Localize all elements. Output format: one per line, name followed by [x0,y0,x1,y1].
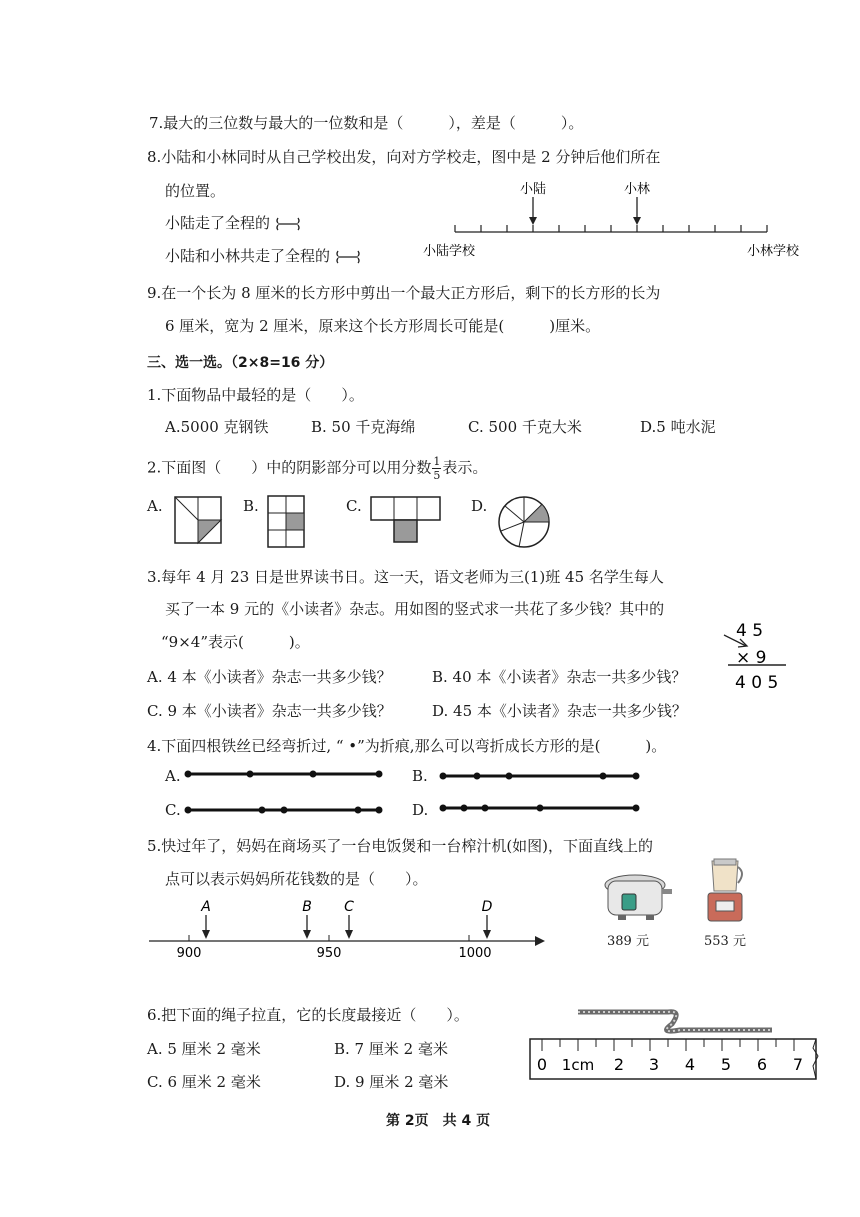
c4-label-d[interactable]: D. [412,801,429,819]
point-a-label: A [201,899,211,915]
c1-option-d[interactable]: D.5 吨水泥 [640,418,716,436]
tick-950: 950 [316,946,342,961]
ruler-1cm: 1cm [561,1056,595,1074]
c1-stem: 1.下面物品中最轻的是（ ）。 [147,386,364,404]
c3-line3: “9×4”表示( )。 [161,633,310,651]
ruler-2: 2 [613,1055,625,1074]
q9-line1: 9.在一个长为 8 厘米的长方形中剪出一个最大正方形后，剩下的长方形的长为 [147,284,661,302]
c3-line1: 3.每年 4 月 23 日是世界读书日。这一天，语文老师为三(1)班 45 名学生每人 [147,568,664,586]
c3-option-d[interactable]: D. 45 本《小读者》杂志一共多少钱？ [432,702,687,720]
c2-stem-a: 2.下面图（ ）中的阴影部分可以用分数 [147,458,432,477]
c2-stem [147,456,487,481]
c2-figure-a[interactable] [174,496,224,546]
label-lin-school: 小林学校 [747,244,800,259]
c2-label-a[interactable]: A. [147,497,163,515]
c2-stem-b: 表示。 [442,458,488,477]
c3-line2: 买了一本 9 元的《小读者》杂志。用如图的竖式求一共花了多少钱？其中的 [165,600,665,618]
q8-line1: 8.小陆和小林同时从自己学校出发，向对方学校走，图中是 2 分钟后他们所在 [147,148,661,166]
arrow-down-icon [529,217,537,225]
c4-wires [180,765,650,821]
rice-cooker-icon [600,865,675,925]
c1-option-b[interactable]: B. 50 千克海绵 [311,418,416,436]
c1-option-c[interactable]: C. 500 千克大米 [468,418,582,436]
q9-line2: 6 厘米，宽为 2 厘米，原来这个长方形周长可能是( )厘米。 [165,317,601,335]
fraction-blank-frame[interactable] [275,216,301,232]
tick-1000: 1000 [458,946,492,961]
ruler-4: 4 [684,1055,696,1074]
cooker-price: 389 元 [607,934,649,949]
c2-figure-d[interactable] [497,495,553,551]
c2-label-c[interactable]: C. [346,497,362,515]
c2-figure-b[interactable] [267,495,307,549]
point-d-label: D [481,899,493,915]
q8-route-diagram [415,175,815,265]
c5-line2: 点可以表示妈妈所花钱数的是（ ）。 [165,870,428,888]
q8-line2: 的位置。 [165,182,226,200]
c4-label-b[interactable]: B. [412,767,428,785]
ruler-6: 6 [756,1055,768,1074]
c2-figure-c[interactable] [370,496,442,544]
c1-option-a[interactable]: A.5000 克钢铁 [165,418,269,436]
q7-text: 7.最大的三位数与最大的一位数和是（ ），差是（ ）。 [149,114,584,132]
label-lin: 小林 [623,182,651,197]
c6-option-d[interactable]: D. 9 厘米 2 毫米 [334,1073,449,1091]
arrow-down-icon [633,217,641,225]
arrow-right-icon [535,936,545,946]
juicer-icon [700,857,750,925]
point-c-label: C [344,899,354,915]
c4-stem: 4.下面四根铁丝已经弯折过, “ •”为折痕,那么可以弯折成长方形的是( )。 [147,737,667,755]
c3-option-c[interactable]: C. 9 本《小读者》杂志一共多少钱？ [147,702,392,720]
ruler-7: 7 [792,1055,804,1074]
c5-number-line [145,895,550,965]
c2-label-d[interactable]: D. [471,497,488,515]
c3-vertical-calc [718,618,798,696]
c6-option-a[interactable]: A. 5 厘米 2 毫米 [147,1040,261,1058]
fraction-blank-frame[interactable] [335,249,361,265]
label-lu: 小陆 [519,182,547,197]
c4-label-c[interactable]: C. [165,801,181,819]
c6-rope-ruler [520,1000,822,1085]
ruler-0: 0 [536,1055,548,1074]
section-heading: 三、选一选。（2×8=16 分） [147,355,334,371]
c5-line1: 5.快过年了，妈妈在商场买了一台电饭煲和一台榨汁机(如图)，下面直线上的 [147,837,654,855]
c3-option-a[interactable]: A. 4 本《小读者》杂志一共多少钱？ [147,668,392,686]
q8-both-text: 小陆和小林共走了全程的 [165,247,331,265]
fraction-numerator: 1 [433,455,441,468]
calc-top: 4 5 [736,621,764,641]
juicer-price: 553 元 [704,934,746,949]
page-footer: 第 2页 共 4 页 [386,1113,491,1129]
c2-label-b[interactable]: B. [243,497,259,515]
fraction-one-fifth [432,456,441,481]
q8-lu-question [165,212,301,233]
q8-both-question [165,245,361,266]
rope-icon [578,1012,772,1031]
ruler-5: 5 [720,1055,732,1074]
tick-900: 900 [176,946,202,961]
calc-result: 4 0 5 [735,673,779,693]
calc-mult: × 9 [736,648,767,668]
q8-lu-text: 小陆走了全程的 [165,214,271,232]
c6-option-b[interactable]: B. 7 厘米 2 毫米 [334,1040,448,1058]
point-b-label: B [302,899,312,915]
c4-label-a[interactable]: A. [165,767,181,785]
c3-option-b[interactable]: B. 40 本《小读者》杂志一共多少钱？ [432,668,687,686]
c6-stem: 6.把下面的绳子拉直，它的长度最接近（ ）。 [147,1006,469,1024]
label-lu-school: 小陆学校 [423,244,476,259]
c6-option-c[interactable]: C. 6 厘米 2 毫米 [147,1073,261,1091]
fraction-denominator: 5 [433,469,441,482]
ruler-3: 3 [648,1055,660,1074]
